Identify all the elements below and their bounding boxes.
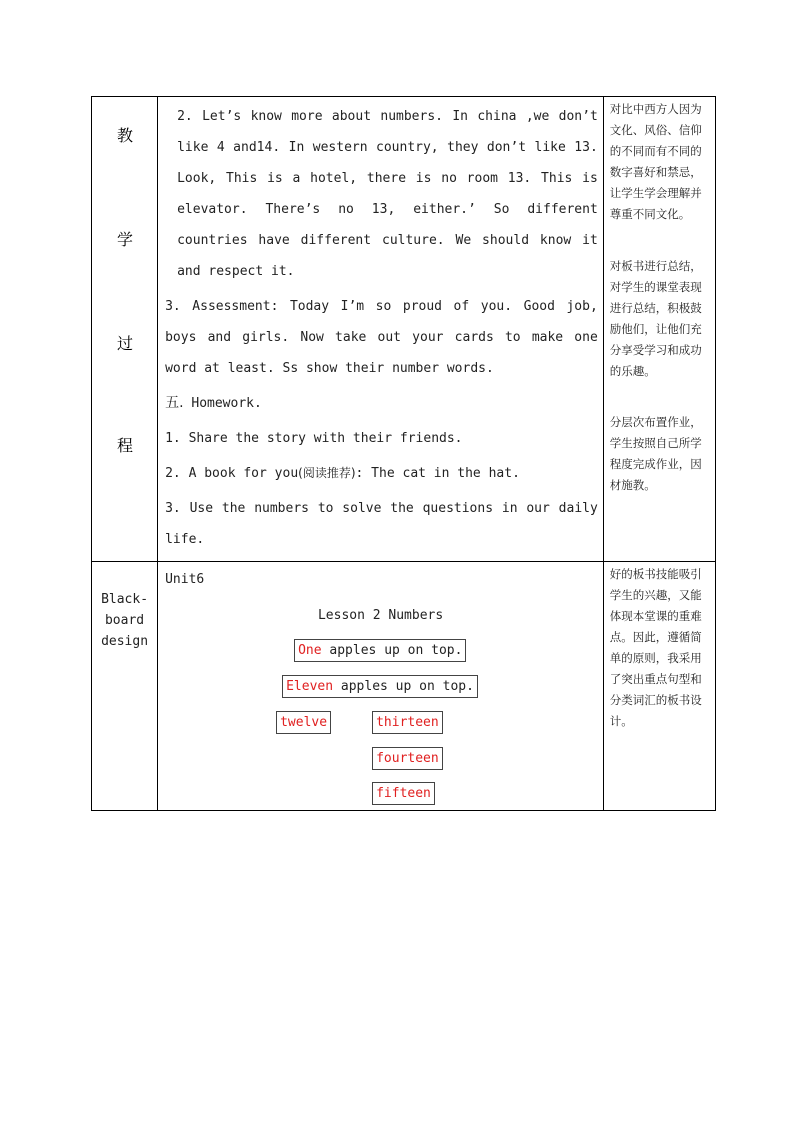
blackboard-label-line: board [104,613,145,628]
homework-item-2-text: 2. A book for you [165,466,299,481]
blackboard-label-line: design [101,634,149,649]
homework-item-3: 3. Use the numbers to solve the questions in our daily life. [165,501,598,547]
note-homework: 分层次布置作业，学生按照自己所学程度完成作业，因材施教。 [609,415,702,492]
blackboard-label-cell [92,562,158,811]
word-box-fourteen: fourteen [372,747,443,770]
homework-heading [165,388,598,419]
number-word-one: One [298,643,322,658]
blackboard-note-cell [603,562,715,811]
teaching-process-row [92,97,716,562]
blackboard-design-cell [158,562,604,811]
section-label-char: 过 [116,334,133,353]
note-blackboard: 好的板书技能吸引学生的兴趣，又能体现本堂课的重难点。因此，遵循简单的原则，我采用了突出重点句型和分类词汇的板书设计。 [609,567,702,728]
blackboard-row [92,562,716,811]
sentence-rest: apples up on top. [321,643,463,658]
blackboard-lesson-title: Lesson 2 Numbers [317,608,444,623]
homework-item-2-title: : The cat in the hat. [355,466,520,481]
main-content-cell [158,97,604,562]
homework-heading-number: 五. [165,395,184,411]
paragraph-culture: 2. Let’s know more about numbers. In china ,we don’t like 4 and14. In western country, they don’t like 13. Look, This is a hotel, there is no room 13. This is elevator. There’s no 13, either.’ So different countries have different culture. We should know it and respect it. [177,109,598,279]
section-label-char: 程 [116,436,133,455]
homework-item-1: 1. Share the story with their friends. [165,431,463,446]
sentence-box-one [294,639,466,662]
paragraph-assessment: 3. Assessment: Today I’m so proud of you. Good job, boys and girls. Now take out your cards to make one word at least. Ss show their number words. [165,299,598,376]
word-box-fifteen: fifteen [372,782,435,805]
sentence-rest: apples up on top. [333,679,474,694]
word-box-thirteen: thirteen [372,711,443,734]
sentence-box-eleven [282,675,478,698]
number-word-eleven: Eleven [286,679,334,694]
note-summary: 对板书进行总结，对学生的课堂表现进行总结，积极鼓励他们，让他们充分享受学习和成功的乐趣。 [609,259,702,378]
section-label-char: 教 [116,126,133,145]
word-box-twelve: twelve [276,711,331,734]
blackboard-unit: Unit6 [165,572,205,587]
section-label-char: 学 [116,230,133,249]
homework-item-2 [165,458,598,489]
note-culture: 对比中西方人因为文化、风俗、信仰的不同而有不同的数字喜好和禁忌，让学生学会理解并尊重不同文化。 [609,102,702,221]
homework-heading-text: Homework. [191,396,262,411]
section-label-cell [92,97,158,562]
homework-item-2-note: (阅读推荐) [298,466,356,480]
blackboard-label-line: Black- [101,592,149,607]
lesson-plan-table [91,96,716,811]
design-notes-cell [603,97,715,562]
